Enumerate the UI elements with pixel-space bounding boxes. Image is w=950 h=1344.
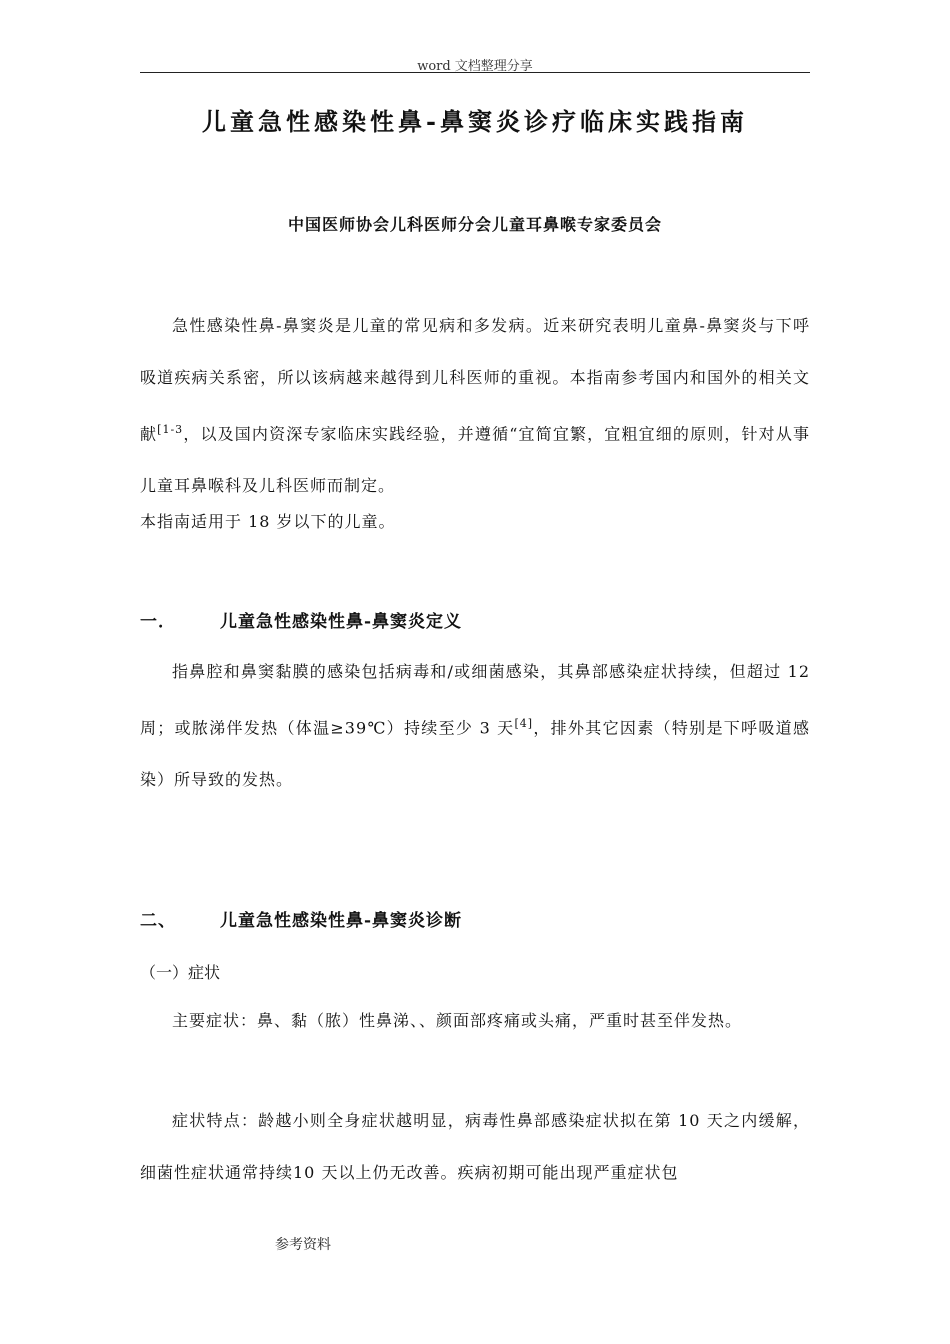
definition-text-tail: ，排外其它因素（特别是下呼吸道感染）所导致的发热。 [140, 718, 810, 790]
section-1-number: 一． [140, 612, 176, 632]
main-symptoms-paragraph: 主要症状：鼻、黏（脓）性鼻涕、、颜面部疼痛或头痛，严重时甚至伴发热。 [172, 1011, 743, 1030]
definition-text: 指鼻腔和鼻窦黏膜的感染包括病毒和/或细菌感染，其鼻部感染症状持续，但超过 12周；或脓涕伴发热（体温≥39℃）持续至少 3 天 [140, 662, 810, 738]
header-rule [140, 72, 810, 73]
intro-text: 急性感染性鼻-鼻窦炎是儿童的常见病和多发病。近来研究表明儿童鼻-鼻窦炎与下呼吸道疾病关系密，所以该病越来越得到儿科医师的重视。本指南参考国内和国外的相关文献 [140, 316, 810, 444]
definition-ref: [4] [514, 717, 534, 730]
page-header: word 文档整理分享 [417, 59, 533, 74]
intro-paragraph [140, 300, 810, 512]
page-footer: 参考资料 [275, 1237, 331, 1253]
scope-paragraph: 本指南适用于 18 岁以下的儿童。 [140, 512, 396, 531]
section-2-number: 二、 [140, 911, 176, 931]
section-1-body [140, 646, 810, 806]
intro-ref: [1-3 [157, 423, 184, 436]
section-2-heading [140, 906, 810, 931]
section-1-heading [140, 607, 810, 632]
intro-text-tail: ，以及国内资深专家临床实践经验，并遵循“宜简宜繁，宜粗宜细的原则，针对从事儿童耳鼻喉科及儿科医师而制定。 [140, 424, 810, 496]
document-title: 儿童急性感染性鼻-鼻窦炎诊疗临床实践指南 [202, 107, 748, 136]
section-1-title: 儿童急性感染性鼻-鼻窦炎定义 [220, 612, 463, 632]
subsection-symptoms: （一）症状 [140, 963, 221, 982]
symptom-features-paragraph: 症状特点：龄越小则全身症状越明显，病毒性鼻部感染症状拟在第 10 天之内缓解，细菌性症状通常持续10 天以上仍无改善。疾病初期可能出现严重症状包 [140, 1111, 810, 1182]
author-line: 中国医师协会儿科医师分会儿童耳鼻喉专家委员会 [287, 215, 662, 234]
section-2-title: 儿童急性感染性鼻-鼻窦炎诊断 [220, 911, 463, 931]
